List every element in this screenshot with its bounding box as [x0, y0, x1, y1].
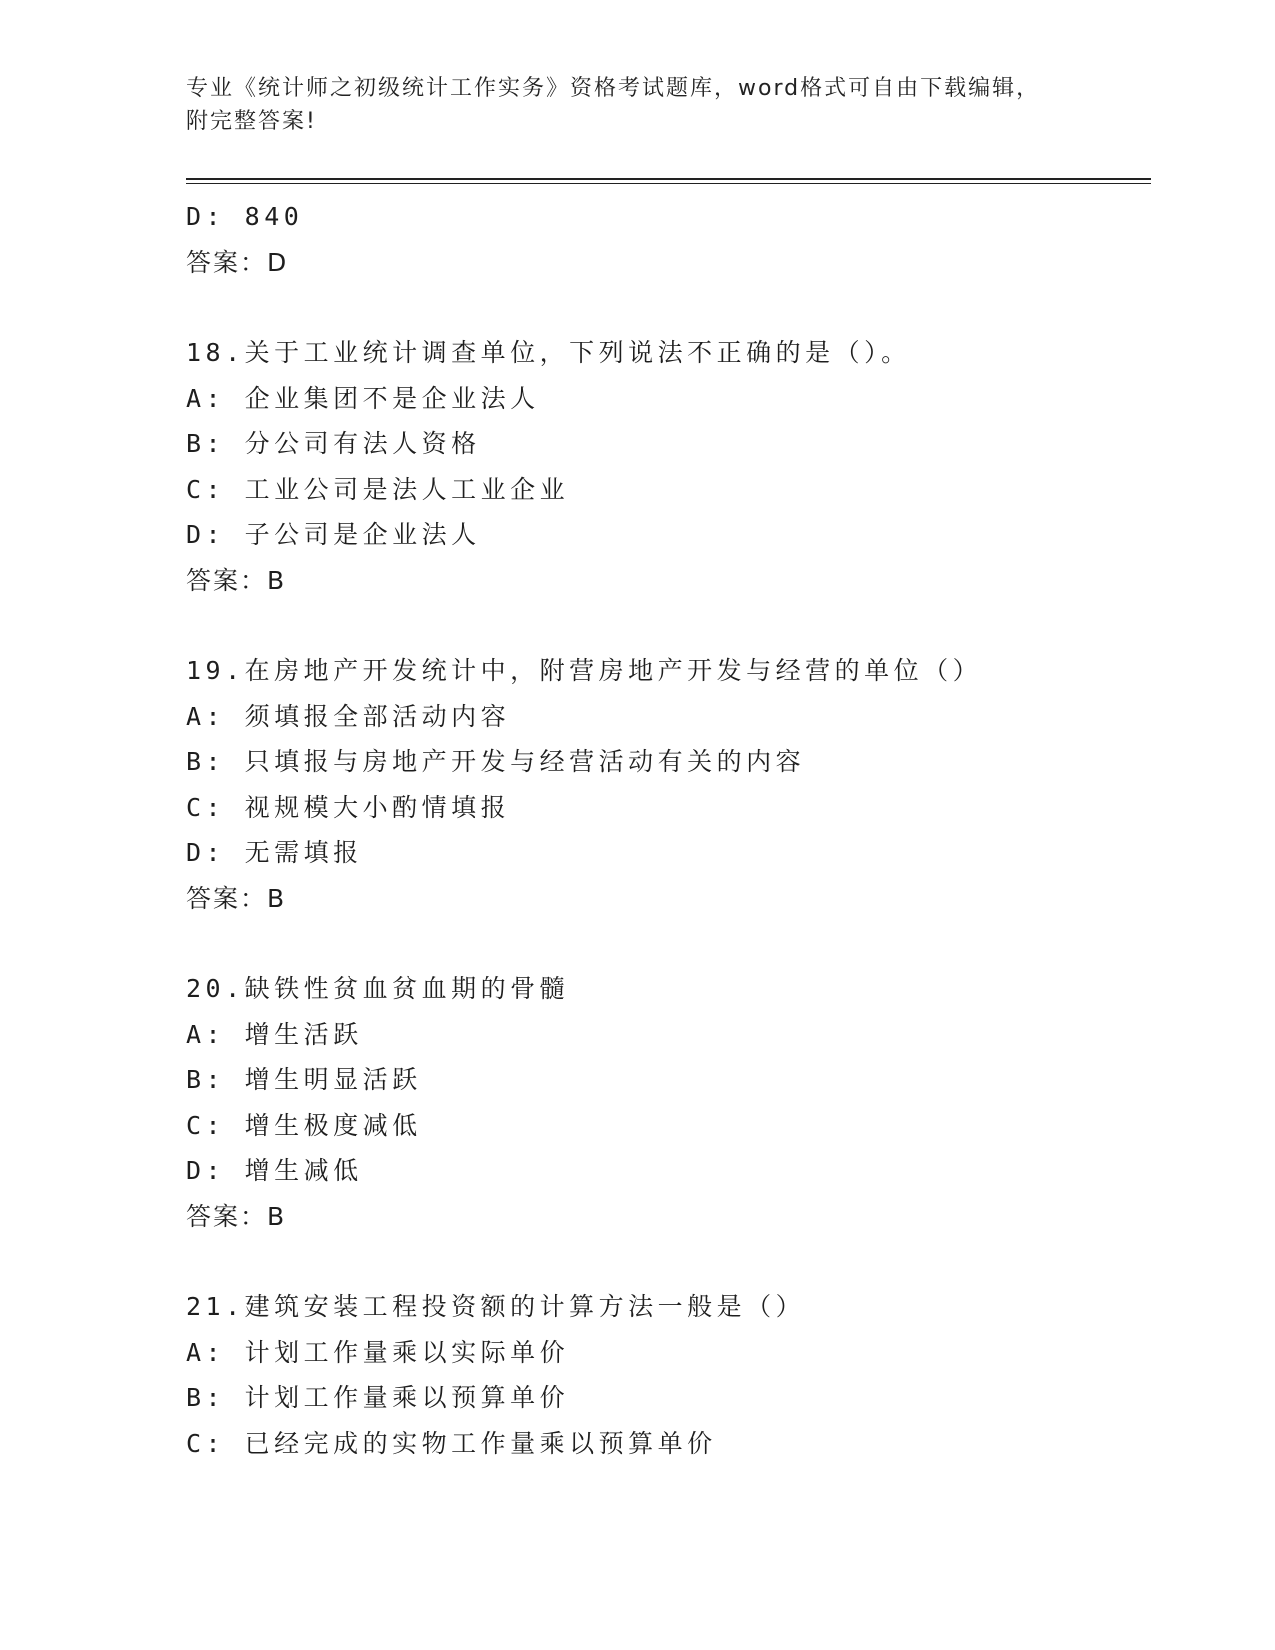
question-stem-18: 18.关于工业统计调查单位，下列说法不正确的是（）。 [186, 338, 911, 367]
spacer [186, 603, 1151, 648]
option-b: B: 增生明显活跃 [186, 1065, 422, 1094]
option-d: D: 子公司是企业法人 [186, 520, 481, 549]
option-a: A: 增生活跃 [186, 1019, 363, 1049]
option-b: B: 只填报与房地产开发与经营活动有关的内容 [186, 747, 806, 776]
option-d: D: 增生减低 [186, 1156, 363, 1185]
answer-line: 答案：B [186, 883, 287, 913]
question-stem-20: 20.缺铁性贫血贫血期的骨髓 [186, 974, 570, 1003]
question-stem-19: 19.在房地产开发统计中，附营房地产开发与经营的单位（） [186, 656, 983, 685]
option-c: C: 工业公司是法人工业企业 [186, 474, 570, 504]
header-line-1: 专业《统计师之初级统计工作实务》资格考试题库，word格式可自由下载编辑， [186, 76, 1041, 101]
header-divider-thin [186, 183, 1151, 184]
document-header [186, 72, 1086, 138]
option-c: C: 增生极度减低 [186, 1110, 422, 1140]
option-c: C: 已经完成的实物工作量乘以预算单价 [186, 1428, 717, 1458]
answer-line: 答案：B [186, 565, 287, 595]
spacer [186, 1239, 1151, 1284]
option-c: C: 视规模大小酌情填报 [186, 792, 511, 822]
answer-line: 答案：D [186, 247, 289, 277]
option-b: B: 分公司有法人资格 [186, 429, 481, 458]
option-b: B: 计划工作量乘以预算单价 [186, 1383, 570, 1412]
header-line-2: 附完整答案! [186, 109, 317, 134]
question-stem-21: 21.建筑安装工程投资额的计算方法一般是（） [186, 1292, 806, 1321]
header-divider-thick [186, 178, 1151, 180]
option-a: A: 企业集团不是企业法人 [186, 383, 540, 413]
option-d: D: 840 [186, 202, 304, 231]
option-a: A: 须填报全部活动内容 [186, 701, 511, 731]
question-list [186, 194, 1151, 1466]
option-a: A: 计划工作量乘以实际单价 [186, 1337, 570, 1367]
answer-line: 答案：B [186, 1201, 287, 1231]
spacer [186, 285, 1151, 330]
option-d: D: 无需填报 [186, 838, 363, 867]
spacer [186, 921, 1151, 966]
